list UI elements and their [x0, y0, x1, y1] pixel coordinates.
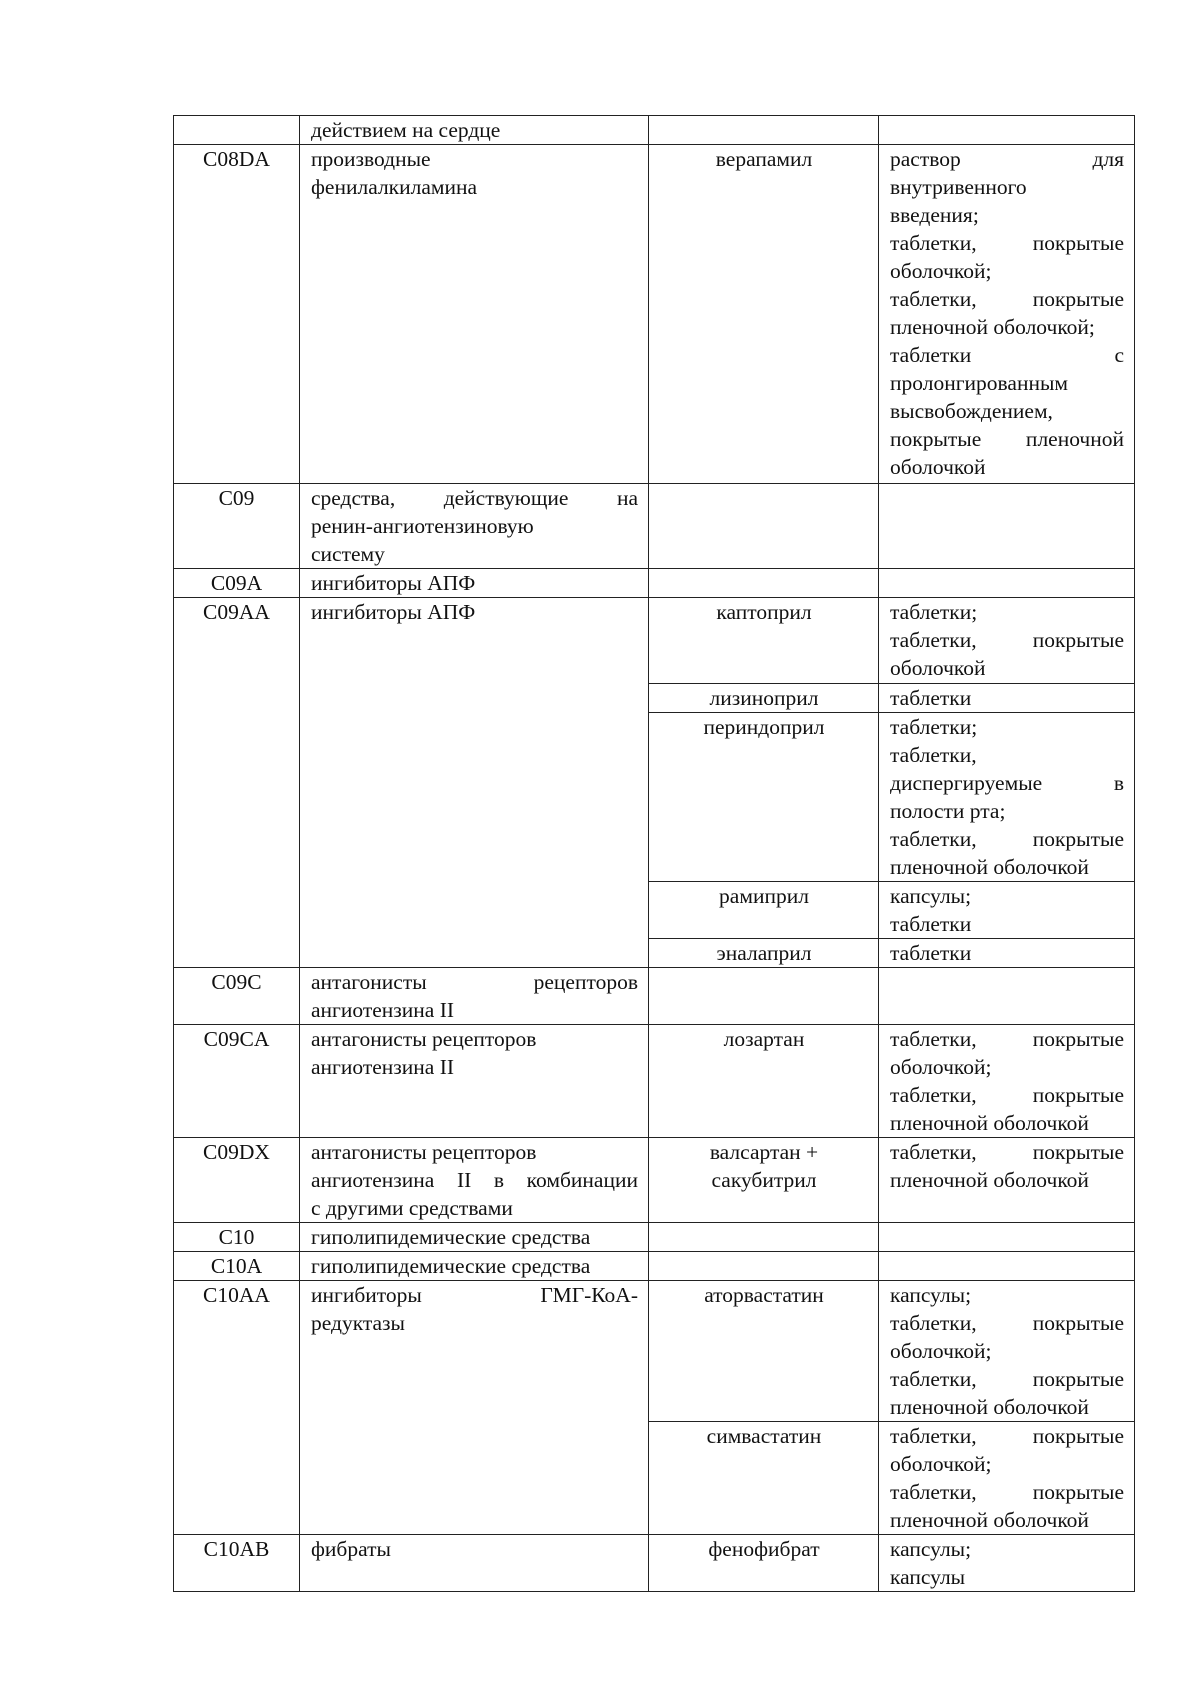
dosage-form-cell: таблетки: [879, 939, 1135, 968]
group-name-cell: ингибиторы АПФ: [300, 598, 649, 968]
medication-table: [173, 115, 1135, 1592]
table-row: [174, 968, 1135, 1025]
dosage-form-cell: капсулы; таблетки: [879, 882, 1135, 939]
dosage-form-cell: таблетки: [879, 684, 1135, 713]
table-row: [174, 145, 1135, 484]
table-row: [174, 116, 1135, 145]
drug-name-cell: рамиприл: [649, 882, 879, 939]
dosage-form-cell: таблетки, покрытые оболочкой; таблетки, покрытые пленочной оболочкой: [879, 1025, 1135, 1138]
dosage-form-cell: капсулы; таблетки, покрытые оболочкой; таблетки, покрытые пленочной оболочкой: [879, 1281, 1135, 1422]
table-row: [174, 1223, 1135, 1252]
dosage-form-cell: [879, 1252, 1135, 1281]
group-name-cell: производные фенилалкиламина: [300, 145, 649, 484]
dosage-form-cell: [879, 569, 1135, 598]
atc-code-cell: C10AB: [174, 1535, 300, 1592]
drug-name-cell: лизиноприл: [649, 684, 879, 713]
group-name-cell: антагонисты рецепторов ангиотензина II: [300, 968, 649, 1025]
drug-name-cell: [649, 1223, 879, 1252]
group-name-cell: антагонисты рецепторов ангиотензина II: [300, 1025, 649, 1138]
table-row: [174, 1252, 1135, 1281]
drug-name-cell: симвастатин: [649, 1422, 879, 1535]
dosage-form-cell: [879, 1223, 1135, 1252]
group-name-cell: ингибиторы ГМГ-КоА- редуктазы: [300, 1281, 649, 1535]
atc-code-cell: C09CA: [174, 1025, 300, 1138]
table-row: [174, 1138, 1135, 1223]
dosage-form-cell: [879, 968, 1135, 1025]
drug-name-cell: лозартан: [649, 1025, 879, 1138]
atc-code-cell: C10A: [174, 1252, 300, 1281]
drug-name-cell: каптоприл: [649, 598, 879, 684]
drug-name-cell: аторвастатин: [649, 1281, 879, 1422]
drug-name-cell: эналаприл: [649, 939, 879, 968]
drug-name-cell: верапамил: [649, 145, 879, 484]
group-name-cell: антагонисты рецепторов ангиотензина II в комбинации с другими средствами: [300, 1138, 649, 1223]
table-row: [174, 1535, 1135, 1592]
dosage-form-cell: таблетки, покрытые оболочкой; таблетки, покрытые пленочной оболочкой: [879, 1422, 1135, 1535]
atc-code-cell: C09C: [174, 968, 300, 1025]
drug-name-cell: [649, 968, 879, 1025]
drug-name-cell: [649, 1252, 879, 1281]
dosage-form-cell: капсулы; капсулы: [879, 1535, 1135, 1592]
table-row: [174, 1025, 1135, 1138]
atc-code-cell: C09DX: [174, 1138, 300, 1223]
drug-name-cell: [649, 484, 879, 569]
atc-code-cell: [174, 116, 300, 145]
table-row: [174, 569, 1135, 598]
drug-name-cell: валсартан + сакубитрил: [649, 1138, 879, 1223]
group-name-cell: гиполипидемические средства: [300, 1223, 649, 1252]
dosage-form-cell: таблетки; таблетки, покрытые оболочкой: [879, 598, 1135, 684]
drug-name-cell: [649, 116, 879, 145]
group-name-cell: гиполипидемические средства: [300, 1252, 649, 1281]
dosage-form-cell: таблетки, покрытые пленочной оболочкой: [879, 1138, 1135, 1223]
group-name-cell: действием на сердце: [300, 116, 649, 145]
table-row: [174, 1281, 1135, 1422]
atc-code-cell: C09A: [174, 569, 300, 598]
table-row: [174, 598, 1135, 684]
table-row: [174, 484, 1135, 569]
atc-code-cell: C10AA: [174, 1281, 300, 1535]
atc-code-cell: C10: [174, 1223, 300, 1252]
atc-code-cell: C09: [174, 484, 300, 569]
drug-name-cell: периндоприл: [649, 713, 879, 882]
group-name-cell: фибраты: [300, 1535, 649, 1592]
drug-name-cell: фенофибрат: [649, 1535, 879, 1592]
atc-code-cell: C09AA: [174, 598, 300, 968]
dosage-form-cell: [879, 484, 1135, 569]
group-name-cell: ингибиторы АПФ: [300, 569, 649, 598]
group-name-cell: средства, действующие на ренин-ангиотензиновую систему: [300, 484, 649, 569]
dosage-form-cell: раствор для внутривенного введения; таблетки, покрытые оболочкой; таблетки, покрытые пленочной оболочкой; таблетки с пролонгированным высвобождением, покрытые пленочной оболочкой: [879, 145, 1135, 484]
dosage-form-cell: [879, 116, 1135, 145]
dosage-form-cell: таблетки; таблетки, диспергируемые в полости рта; таблетки, покрытые пленочной оболочкой: [879, 713, 1135, 882]
atc-code-cell: C08DA: [174, 145, 300, 484]
drug-name-cell: [649, 569, 879, 598]
